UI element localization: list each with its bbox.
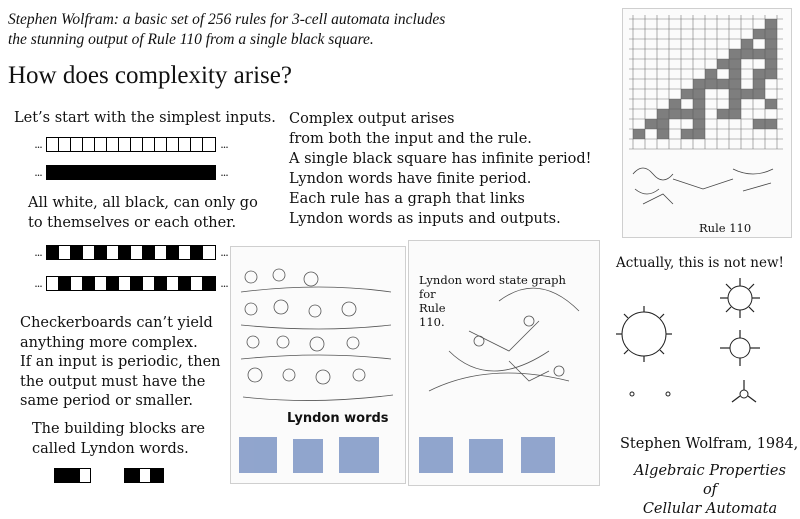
intro-text xyxy=(8,10,445,50)
complexity-line-4: Lyndon words have finite period. xyxy=(289,171,532,187)
paper-title-line-1: Algebraic Properties of xyxy=(634,463,786,498)
checkerboard-text xyxy=(20,314,221,412)
lyndon-words-drawing xyxy=(231,247,405,483)
complexity-line-6: Lyndon words as inputs and outputs. xyxy=(289,211,561,227)
start-text: Let’s start with the simplest inputs. xyxy=(14,110,276,126)
rule-110-caption: Rule 110 xyxy=(699,221,752,235)
complexity-line-2: from both the input and the rule. xyxy=(289,131,532,147)
complexity-text xyxy=(289,109,591,229)
author-citation: Stephen Wolfram, 1984, xyxy=(620,436,799,452)
checkerboard-line-3: If an input is periodic, then xyxy=(20,354,221,370)
ellipsis-right: ... xyxy=(220,246,228,259)
ellipsis-left: ... xyxy=(34,138,42,151)
checkerboard-strip-2 xyxy=(30,276,232,291)
building-blocks-line-2: called Lyndon words. xyxy=(32,440,189,457)
lyndon-words-sketch xyxy=(230,246,406,484)
state-graph-caption xyxy=(419,273,566,329)
complexity-line-1: Complex output arises xyxy=(289,111,455,127)
state-graph-sketch xyxy=(408,240,600,486)
building-blocks-text xyxy=(32,420,205,459)
intro-line-2: the stunning output of Rule 110 from a single black square. xyxy=(8,31,374,48)
complexity-line-5: Each rule has a graph that links xyxy=(289,191,525,207)
not-new-text: Actually, this is not new! xyxy=(616,255,784,271)
building-blocks-line-1: The building blocks are xyxy=(32,421,206,437)
white-black-line-2: to themselves or each other. xyxy=(28,214,237,231)
intro-line-1: Stephen Wolfram: a basic set of 256 rules for 3-cell automata includes xyxy=(8,11,446,28)
lyndon-word-block-2 xyxy=(124,468,164,483)
ellipsis-left: ... xyxy=(34,246,42,259)
ellipsis-left: ... xyxy=(34,277,42,290)
ellipsis-right: ... xyxy=(220,277,228,290)
white-cells xyxy=(46,137,216,152)
state-graph-caption-line-2: for xyxy=(419,287,436,301)
ellipsis-left: ... xyxy=(34,166,42,179)
black-cells xyxy=(46,165,216,180)
lyndon-words-caption: Lyndon words xyxy=(287,411,389,426)
white-black-line-1: All white, all black, can only go xyxy=(28,195,258,211)
all-white-strip xyxy=(30,137,232,152)
checker-cells-2 xyxy=(46,276,216,291)
white-black-text xyxy=(28,194,258,233)
ellipsis-right: ... xyxy=(220,166,228,179)
lyndon-word-block-1 xyxy=(54,468,91,483)
state-graph-caption-line-1: Lyndon word state graph xyxy=(419,273,566,287)
checkerboard-line-5: same period or smaller. xyxy=(20,393,193,409)
ellipsis-right: ... xyxy=(220,138,228,151)
rule-110-sketch xyxy=(622,8,792,238)
paper-title-line-2: Cellular Automata xyxy=(642,501,778,517)
page-title: How does complexity arise? xyxy=(8,62,292,89)
state-graph-caption-line-4: 110. xyxy=(419,315,445,329)
state-graph-caption-line-3: Rule xyxy=(419,301,446,315)
paper-title xyxy=(630,462,790,519)
rule-110-grid-drawing xyxy=(623,9,791,237)
all-black-strip xyxy=(30,165,232,180)
circular-state-diagrams xyxy=(612,276,796,426)
wolfram-1984-figure xyxy=(612,276,796,426)
checkerboard-line-4: the output must have the xyxy=(20,373,206,390)
checker-cells-1 xyxy=(46,245,216,260)
checkerboard-line-2: anything more complex. xyxy=(20,334,198,351)
checkerboard-line-1: Checkerboards can’t yield xyxy=(20,315,213,331)
checkerboard-strip-1 xyxy=(30,245,232,260)
complexity-line-3: A single black square has infinite period! xyxy=(289,151,592,167)
